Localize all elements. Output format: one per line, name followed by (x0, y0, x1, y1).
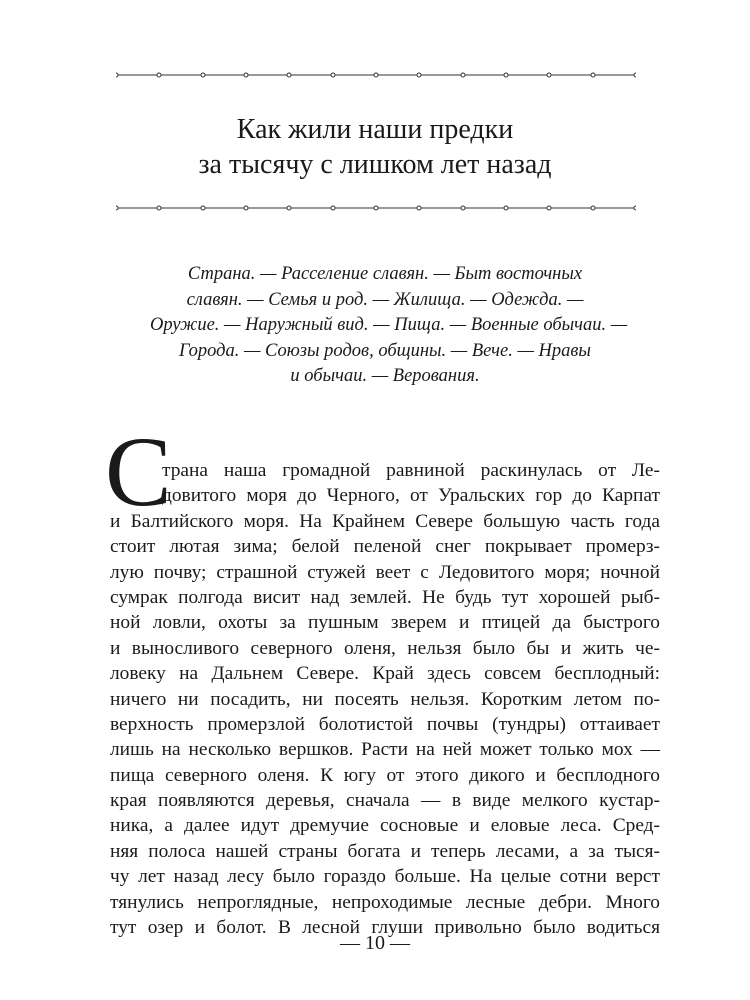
body-line: тут озер и болот. В лесной глуши привольно было водиться (110, 917, 660, 939)
body-line: лую почву; страшной стужей веет с Ледовитого моря; ночной (110, 561, 660, 583)
synopsis-line: славян. — Семья и род. — Жилища. — Одежда. — (186, 289, 584, 310)
body-line: ловеку на Дальнем Севере. Край здесь совсем бесплодный: (110, 663, 660, 685)
ornamental-divider-top (116, 70, 636, 80)
body-line: и выносливого северного оленя, нельзя было бы и жить че- (110, 637, 660, 659)
body-line: довитого моря до Черного, от Уральских гор до Карпат (162, 485, 660, 507)
body-line: края появляются деревья, сначала — в виде мелкого кустар- (110, 790, 660, 812)
synopsis-line: и обычаи. — Верования. (290, 366, 480, 386)
body-line: ника, а далее идут дремучие сосновые и еловые леса. Сред- (110, 815, 660, 837)
body-line: лишь на несколько вершков. Расти на ней может только мох — (110, 739, 660, 761)
body-line: трана наша громадной равниной раскинулась от Ле- (162, 460, 660, 481)
synopsis-line: Страна. — Расселение славян. — Быт восточных (187, 264, 583, 284)
body-line: сумрак полгода висит над землей. Не будь тут хорошей рыб- (110, 586, 660, 608)
body-line: чу лет назад лесу было гораздо больше. На целые сотни верст (110, 866, 660, 888)
chapter-synopsis (150, 262, 628, 390)
drop-cap-letter: С (105, 416, 172, 527)
body-line: стоит лютая зима; белой пеленой снег покрывает промерз- (110, 536, 660, 558)
body-line: пища северного оленя. К югу от этого дикого и бесплодного (110, 764, 660, 786)
body-line: тянулись непроглядные, непроходимые лесные дебри. Много (110, 891, 660, 913)
body-line: няя полоса нашей страны богата и теперь лесами, а за тыся- (110, 840, 660, 862)
synopsis-line: Оружие. — Наружный вид. — Пища. — Военные обычаи. — (150, 315, 628, 335)
chapter-title (100, 112, 650, 182)
chapter-title-line-1: Как жили наши предки (236, 114, 514, 145)
body-paragraph (110, 458, 660, 940)
page-number: — 10 — (340, 932, 410, 954)
body-line: ной ловли, охоты за пушным зверем и птицей да быстрого (110, 612, 660, 634)
body-line: и Балтийского моря. На Крайнем Севере большую часть года (110, 510, 660, 532)
body-line: верхность промерзлой болотистой почвы (тундры) оттаивает (110, 713, 660, 735)
chapter-title-line-2: за тысячу с лишком лет назад (198, 149, 552, 180)
body-line: ничего ни посадить, ни посеять нельзя. Коротким летом по- (110, 688, 660, 710)
synopsis-line: Города. — Союзы родов, общины. — Вече. — Нравы (179, 340, 591, 361)
ornamental-divider-bottom (116, 203, 636, 213)
